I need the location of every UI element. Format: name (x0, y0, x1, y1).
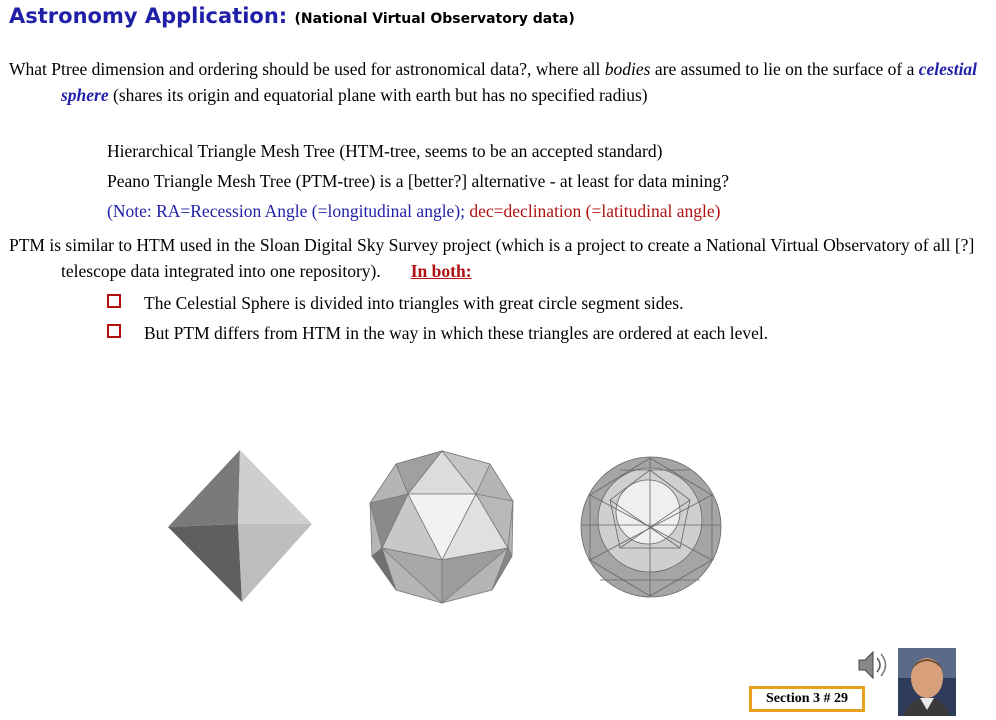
note-ra: (Note: RA=Recession Angle (=longitudinal angle); (107, 201, 470, 221)
bullet-item: But PTM differs from HTM in the way in which these triangles are ordered at each level. (107, 320, 768, 346)
note-dec: dec=declination (=latitudinal angle) (469, 201, 721, 221)
ptm-line: Peano Triangle Mesh Tree (PTM-tree) is a [better?] alternative - at least for data mining? (107, 171, 730, 191)
speaker-icon[interactable] (855, 648, 895, 682)
icosahedron-level1-icon (370, 451, 513, 603)
htm-line: Hierarchical Triangle Mesh Tree (HTM-tree, seems to be an accepted standard) (107, 141, 663, 161)
title-subtitle: (National Virtual Observatory data) (294, 11, 575, 27)
slide-number-box: Section 3 # 29 (749, 686, 865, 712)
bullet-item: The Celestial Sphere is divided into triangles with great circle segment sides. (107, 290, 683, 316)
title-main: Astronomy Application: (9, 4, 288, 28)
paragraph-ptree-question: What Ptree dimension and ordering should be used for astronomical data?, where all bodies are assumed to lie on the surface of a celestial sphere (shares its origin and equatorial plane with earth but has no specified radius) (9, 59, 978, 105)
in-both-link: In both: (410, 261, 472, 281)
octahedron-icon (168, 450, 312, 602)
icosahedron-level2-icon (581, 457, 721, 597)
celestial-sphere-term: celestial sphere (61, 59, 978, 105)
paragraph-ptm-htm: PTM is similar to HTM used in the Sloan Digital Sky Survey project (which is a project to create a National Virtual Observatory of all [?] telescope data integrated into one repository). In both: (9, 235, 975, 281)
presenter-photo (898, 648, 956, 716)
